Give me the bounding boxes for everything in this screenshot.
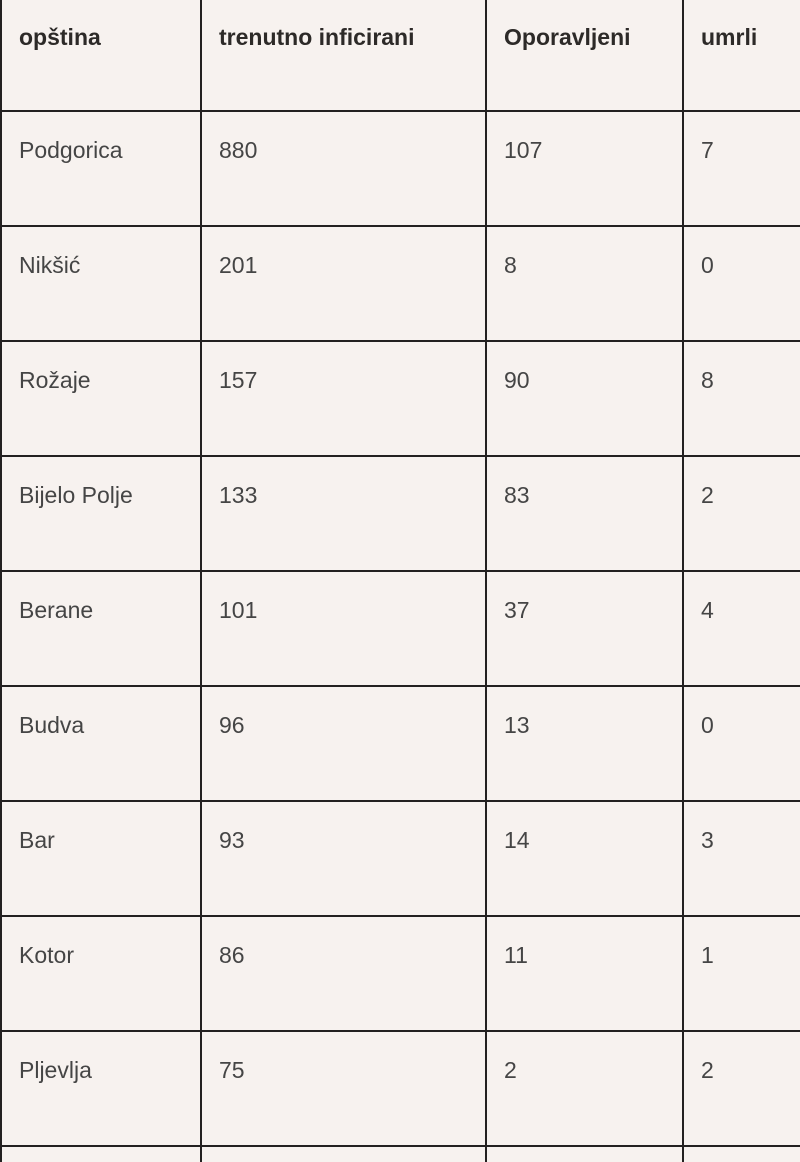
cell-deaths: 3: [683, 801, 800, 916]
cell-deaths: 0: [683, 226, 800, 341]
cell-deaths: 4: [683, 571, 800, 686]
column-header-trenutno-inficirani: trenutno inficirani: [201, 0, 486, 111]
table-body: [1, 111, 800, 1162]
cell-recovered: 13: [486, 686, 683, 801]
table-header: [1, 0, 800, 111]
cell-recovered: [486, 1146, 683, 1162]
cell-municipality: Podgorica: [1, 111, 201, 226]
table-row-partially-cut: [1, 1146, 800, 1162]
header-row: [1, 0, 800, 111]
table-row: [1, 686, 800, 801]
cell-deaths: 2: [683, 1031, 800, 1146]
cell-municipality: Pljevlja: [1, 1031, 201, 1146]
cell-municipality: Bar: [1, 801, 201, 916]
table-row: [1, 456, 800, 571]
cell-recovered: 37: [486, 571, 683, 686]
cell-currently-infected: 93: [201, 801, 486, 916]
column-header-opstina: opština: [1, 0, 201, 111]
table-row: [1, 1031, 800, 1146]
table-row: [1, 341, 800, 456]
cell-currently-infected: 75: [201, 1031, 486, 1146]
cell-currently-infected: 96: [201, 686, 486, 801]
cell-municipality: Kotor: [1, 916, 201, 1031]
cell-currently-infected: [201, 1146, 486, 1162]
table-row: [1, 916, 800, 1031]
cell-currently-infected: 86: [201, 916, 486, 1031]
cell-recovered: 2: [486, 1031, 683, 1146]
table-row: [1, 571, 800, 686]
cell-recovered: 11: [486, 916, 683, 1031]
column-header-oporavljeni: Oporavljeni: [486, 0, 683, 111]
cell-currently-infected: 201: [201, 226, 486, 341]
cell-municipality: Budva: [1, 686, 201, 801]
cell-recovered: 8: [486, 226, 683, 341]
cell-municipality: Berane: [1, 571, 201, 686]
column-header-umrli: umrli: [683, 0, 800, 111]
table-row: [1, 226, 800, 341]
cell-currently-infected: 157: [201, 341, 486, 456]
cell-recovered: 107: [486, 111, 683, 226]
cell-municipality: Bijelo Polje: [1, 456, 201, 571]
table-row: [1, 801, 800, 916]
cell-recovered: 14: [486, 801, 683, 916]
cell-recovered: 90: [486, 341, 683, 456]
cell-municipality: [1, 1146, 201, 1162]
cell-deaths: 1: [683, 916, 800, 1031]
cell-deaths: 2: [683, 456, 800, 571]
cell-recovered: 83: [486, 456, 683, 571]
table-row: [1, 111, 800, 226]
cell-municipality: Nikšić: [1, 226, 201, 341]
cell-municipality: Rožaje: [1, 341, 201, 456]
cell-deaths: 8: [683, 341, 800, 456]
cell-currently-infected: 101: [201, 571, 486, 686]
cell-currently-infected: 133: [201, 456, 486, 571]
cell-deaths: 7: [683, 111, 800, 226]
cell-deaths: [683, 1146, 800, 1162]
cell-deaths: 0: [683, 686, 800, 801]
cell-currently-infected: 880: [201, 111, 486, 226]
